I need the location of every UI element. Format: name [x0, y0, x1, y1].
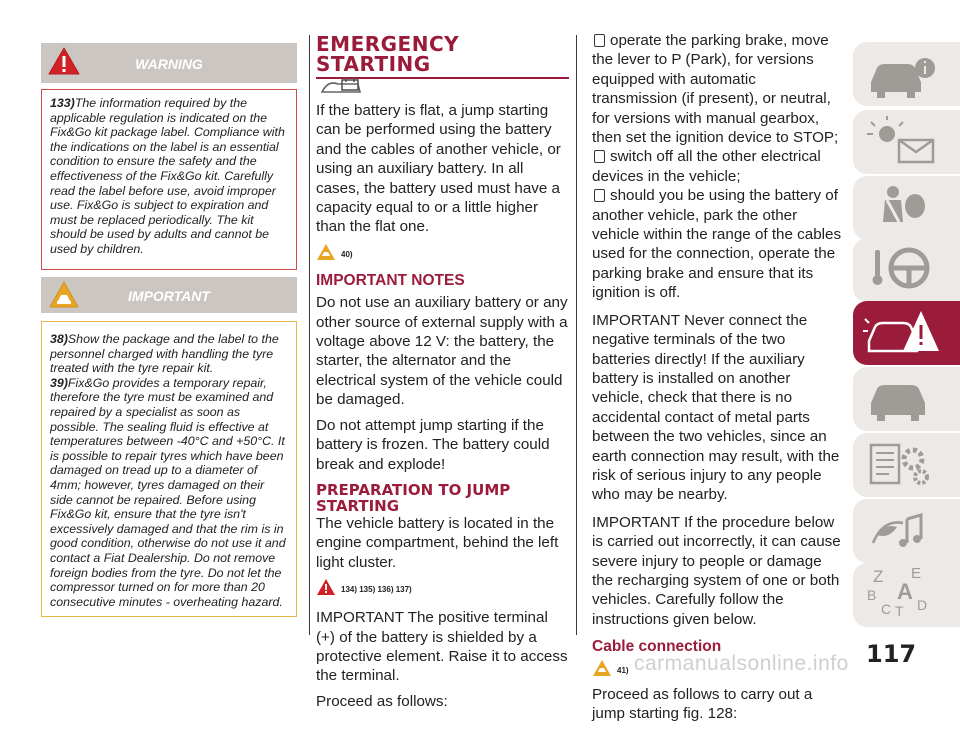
sidebar-tab-specs[interactable] [853, 433, 960, 497]
index-letter-c: C [881, 601, 892, 617]
refs-134-row [316, 578, 571, 600]
heading-line-1: EMERGENCY [316, 32, 460, 56]
column-divider-left [309, 35, 310, 635]
caution-small-icon [316, 243, 336, 261]
warning-title: WARNING [135, 56, 203, 72]
important-title: IMPORTANT [128, 288, 210, 304]
bullet-text-2: switch off all the other electrical devices in the vehicle; [592, 148, 821, 185]
page-number: 117 [866, 640, 917, 668]
multimedia-icon [863, 505, 943, 557]
notes-paragraph-1: Do not use an auxiliary battery or any other source of external supply with a voltage above 12 V: the battery, the starter, the alternator and the electrical system of the vehicle could be damaged. [316, 294, 568, 409]
important-header [41, 277, 297, 313]
important-paragraph-2: IMPORTANT If the procedure below is carried out incorrectly, it can cause severe injury to people or damage the recharging system of one or both vehicles. Carefully follow the instructions given below. [592, 513, 841, 628]
sidebar-tab-dashboard[interactable] [853, 42, 960, 106]
proceed-paragraph: Proceed as follows to carry out a jump starting fig. 128: [592, 685, 813, 722]
warning-header [41, 43, 297, 83]
notes-paragraph-2: Do not attempt jump starting if the battery is frozen. The battery could break and explode! [316, 416, 550, 473]
important-text-b: Fix&Go provides a temporary repair, therefore the tyre must be examined and repaired by a specialist as soon as possible. The sealing fluid is effective at temperatures between -40°C and +50°C. It is possible to repair tyres which have been damaged on tread up to a diameter of 4mm; however, tyres damaged on their side cannot be repaired. Before using Fix&Go kit, ensure that the tyre isn't excessively damaged and that the rim is in good condition, otherwise do not use it and contact a Fiat Dealership. Do not remove foreign bodies from the tyre. Do not let the compressor turned on for more than 20 consecutive minutes - overheating hazard. [50, 375, 286, 609]
ref-38: 38) [50, 332, 68, 346]
bullet-item-1 [592, 31, 844, 147]
important-text-39 [50, 376, 288, 610]
prep-paragraph-1: The vehicle battery is located in the engine compartment, behind the left light cluster. [316, 514, 559, 571]
car-service-icon [863, 373, 943, 425]
bullet-item-2 [592, 147, 844, 186]
watermark: carmanualsonline.info [634, 652, 849, 675]
column-divider-right [576, 35, 577, 635]
ref-39: 39) [50, 375, 68, 390]
steering-wheel-icon [863, 244, 943, 296]
checkbox-bullet-icon [594, 150, 605, 163]
important-text-a: Show the package and the label to the personnel charged with handling the tyre treated with the tyre repair kit. [50, 332, 279, 376]
important-text-38 [50, 332, 288, 376]
cable-connection-title: Cable connection [592, 638, 722, 656]
bullet-item-3 [592, 186, 844, 302]
important-body [41, 321, 297, 617]
bullet-text-1: operate the parking brake, move the lever to P (Park), for versions equipped with automatic transmission (if present), or neutral, for versions with manual gearbox, then set the ignition device to STOP; [592, 32, 839, 147]
sidebar-tab-maintenance[interactable] [853, 367, 960, 431]
important-notes-title: IMPORTANT NOTES [316, 271, 465, 289]
sidebar-tab-multimedia[interactable] [853, 499, 960, 563]
warning-small-icon [316, 578, 336, 596]
sidebar-tab-driving[interactable] [853, 238, 960, 302]
heading-line-2: STARTING [316, 52, 431, 76]
sidebar-tab-emergency[interactable] [853, 301, 960, 365]
index-letter-a: A [897, 579, 913, 604]
index-letter-b: B [867, 587, 877, 603]
bullet-text-3: should you be using the battery of another vehicle, park the other vehicle within the range of the cables used for the connection, operate the parking brake and ensure that its ignition is off. [592, 187, 842, 302]
right-column [592, 31, 844, 729]
ref-133: 133) [50, 96, 75, 110]
ref-40-row [316, 243, 571, 265]
sidebar-tab-safety[interactable] [853, 176, 960, 240]
important-paragraph-1: IMPORTANT Never connect the negative terminals of the two batteries directly! If the auxiliary battery is installed on another vehicle, check that there is no accidental contact of metal parts between the two vehicles, since an earth connection may result, with the risk of serious injury to any people who may be nearby. [592, 311, 840, 504]
prep-paragraph-2: IMPORTANT The positive terminal (+) of the battery is shielded by a protective element. Raise it to access the terminal. [316, 609, 568, 685]
checkbox-bullet-icon [594, 34, 605, 47]
index-letter-d: D [917, 597, 928, 613]
middle-column [316, 101, 571, 717]
prep-heading-1: PREPARATION TO JUMP [316, 480, 511, 499]
specs-gear-icon [863, 439, 943, 491]
index-letter-e: E [911, 565, 922, 582]
warning-text: The information required by the applicable regulation is indicated on the Fix&Go kit package label. Compliance with the indications on the label is an essential condition to ensure the safety and the effectiveness of the Fix&Go kit. Carefully read the label before use, avoid improper use. Fix&Go is subject to expiration and must be replaced periodically. The kit should be used by adults and cannot be used by children. [50, 96, 285, 256]
light-message-icon [863, 116, 943, 168]
prep-heading-2: STARTING [316, 496, 400, 515]
sidebar-tab-lights[interactable] [853, 110, 960, 174]
checkbox-bullet-icon [594, 189, 605, 202]
warning-text-133 [50, 96, 288, 257]
sidebar-tab-index[interactable] [853, 563, 960, 627]
index-letter-t: T [895, 603, 904, 619]
ref-40: 40) [341, 249, 353, 259]
emergency-car-icon [863, 307, 943, 359]
prep-paragraph-3: Proceed as follows: [316, 692, 448, 710]
emergency-heading [316, 34, 569, 79]
battery-jump-icon [318, 76, 364, 96]
car-info-icon [863, 48, 943, 100]
intro-paragraph: If the battery is flat, a jump starting can be performed using the battery and the cables of another vehicle, or using an auxiliary battery. In all cases, the battery used must have a capacity equal to or a little higher than the flat one. [316, 102, 561, 236]
warning-body [41, 89, 297, 270]
index-letter-z: Z [873, 567, 884, 586]
ref-41: 41) [617, 665, 629, 675]
caution-small-icon [592, 659, 612, 677]
seatbelt-airbag-icon [863, 182, 943, 234]
refs-134-137: 134) 135) 136) 137) [341, 585, 412, 595]
